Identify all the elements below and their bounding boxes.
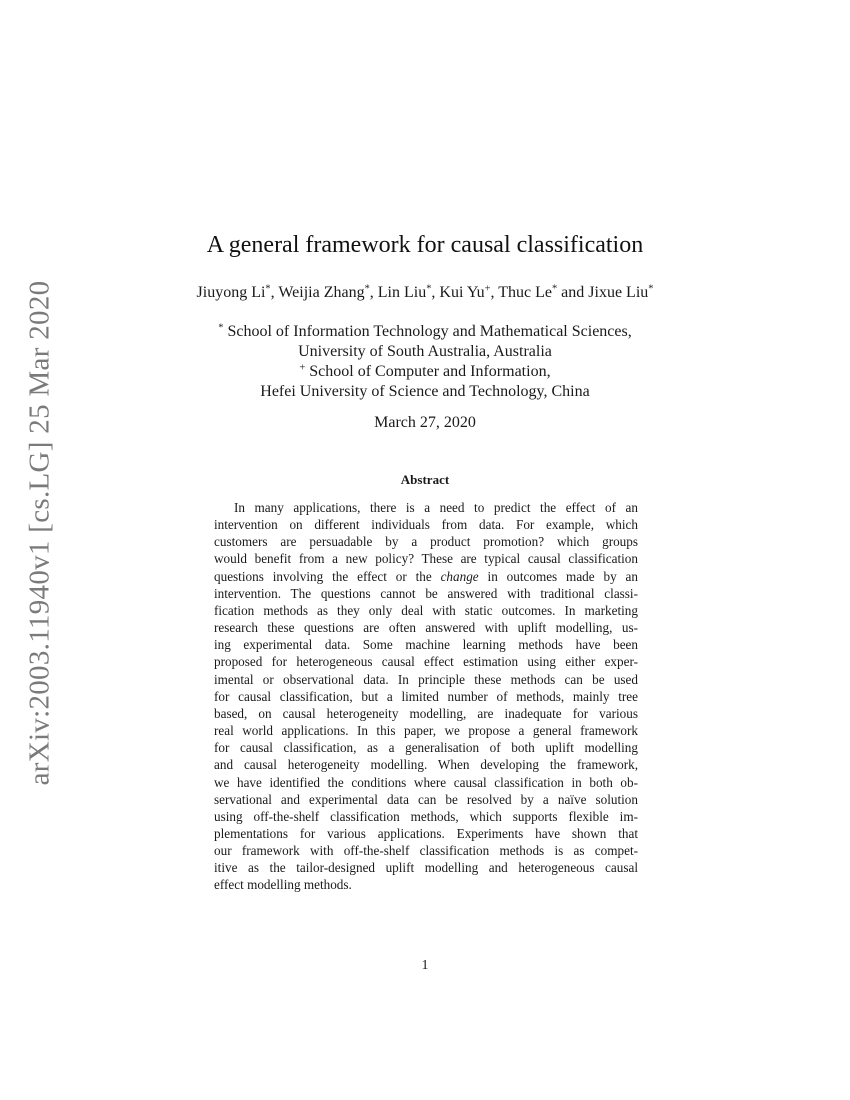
abstract-line: effect modelling methods. [214, 877, 352, 893]
arxiv-identifier-text: arXiv:2003.11940v1 [cs.LG] 25 Mar 2020 [23, 280, 56, 786]
abstract-line: intervention. The questions cannot be answered with traditional classi- [214, 585, 638, 601]
abstract-line: plementations for various applications. Experiments have shown that [214, 825, 638, 841]
abstract-line: servational and experimental data can be resolved by a naïve solution [214, 791, 638, 807]
author: Jixue Liu* [588, 283, 654, 301]
affiliation-line: University of South Australia, Australia [298, 343, 552, 360]
author: Jiuyong Li*, [196, 283, 279, 301]
abstract-line: would benefit from a new policy? These are typical causal classification [214, 551, 638, 567]
paper-date: March 27, 2020 [374, 414, 476, 431]
abstract-line: In many applications, there is a need to predict the effect of an [234, 500, 638, 515]
abstract-heading: Abstract [400, 472, 450, 487]
arxiv-identifier-stamp [0, 0, 80, 1100]
abstract-line: based, on causal heterogeneity modelling, are inadequate for various [214, 705, 638, 721]
abstract-line: real world applications. In this paper, we propose a general framework [214, 723, 638, 739]
abstract-line: itive as the tailor-designed uplift modelling and heterogeneous causal [214, 860, 638, 876]
author: Weijia Zhang*, [278, 283, 378, 301]
affiliation-line: + School of Computer and Information, [299, 362, 551, 380]
author: Thuc Le* and [498, 283, 589, 301]
abstract-line: we have identified the conditions where causal classification in both ob- [214, 774, 638, 790]
abstract-line: and causal heterogeneity modelling. When developing the framework, [214, 757, 638, 773]
abstract-line: using off-the-shelf classification methods, which supports flexible im- [214, 808, 638, 824]
affiliation-block [0, 322, 850, 402]
author-list [0, 284, 850, 302]
abstract-body [214, 499, 638, 894]
abstract-line: ing experimental data. Some machine learning methods have been [214, 637, 638, 653]
abstract-line: customers are persuadable by a product promotion? which groups [214, 534, 638, 550]
paper-title: A general framework for causal classification [206, 232, 644, 258]
author: Kui Yu+, [439, 283, 499, 301]
affiliation-line: Hefei University of Science and Technology, China [260, 383, 590, 400]
page-number: 1 [421, 958, 429, 973]
abstract-line: research these questions are often answered with uplift modelling, us- [214, 620, 638, 636]
affiliation-line: * School of Information Technology and Mathematical Sciences, [218, 322, 632, 340]
abstract-line: intervention on different individuals from data. For example, which [214, 517, 638, 533]
abstract-line: our framework with off-the-shelf classification methods is as compet- [214, 843, 638, 859]
author: Lin Liu*, [377, 283, 440, 301]
abstract-line: proposed for heterogeneous causal effect estimation using either exper- [214, 654, 638, 670]
abstract-line: questions involving the effect or the change in outcomes made by an [214, 568, 638, 584]
abstract-line: for causal classification, but a limited number of methods, mainly tree [214, 688, 638, 704]
abstract-line: fication methods as they only deal with static outcomes. In marketing [214, 602, 638, 618]
abstract-line: imental or observational data. In principle these methods can be used [214, 671, 638, 687]
abstract-line: for causal classification, as a generalisation of both uplift modelling [214, 740, 638, 756]
